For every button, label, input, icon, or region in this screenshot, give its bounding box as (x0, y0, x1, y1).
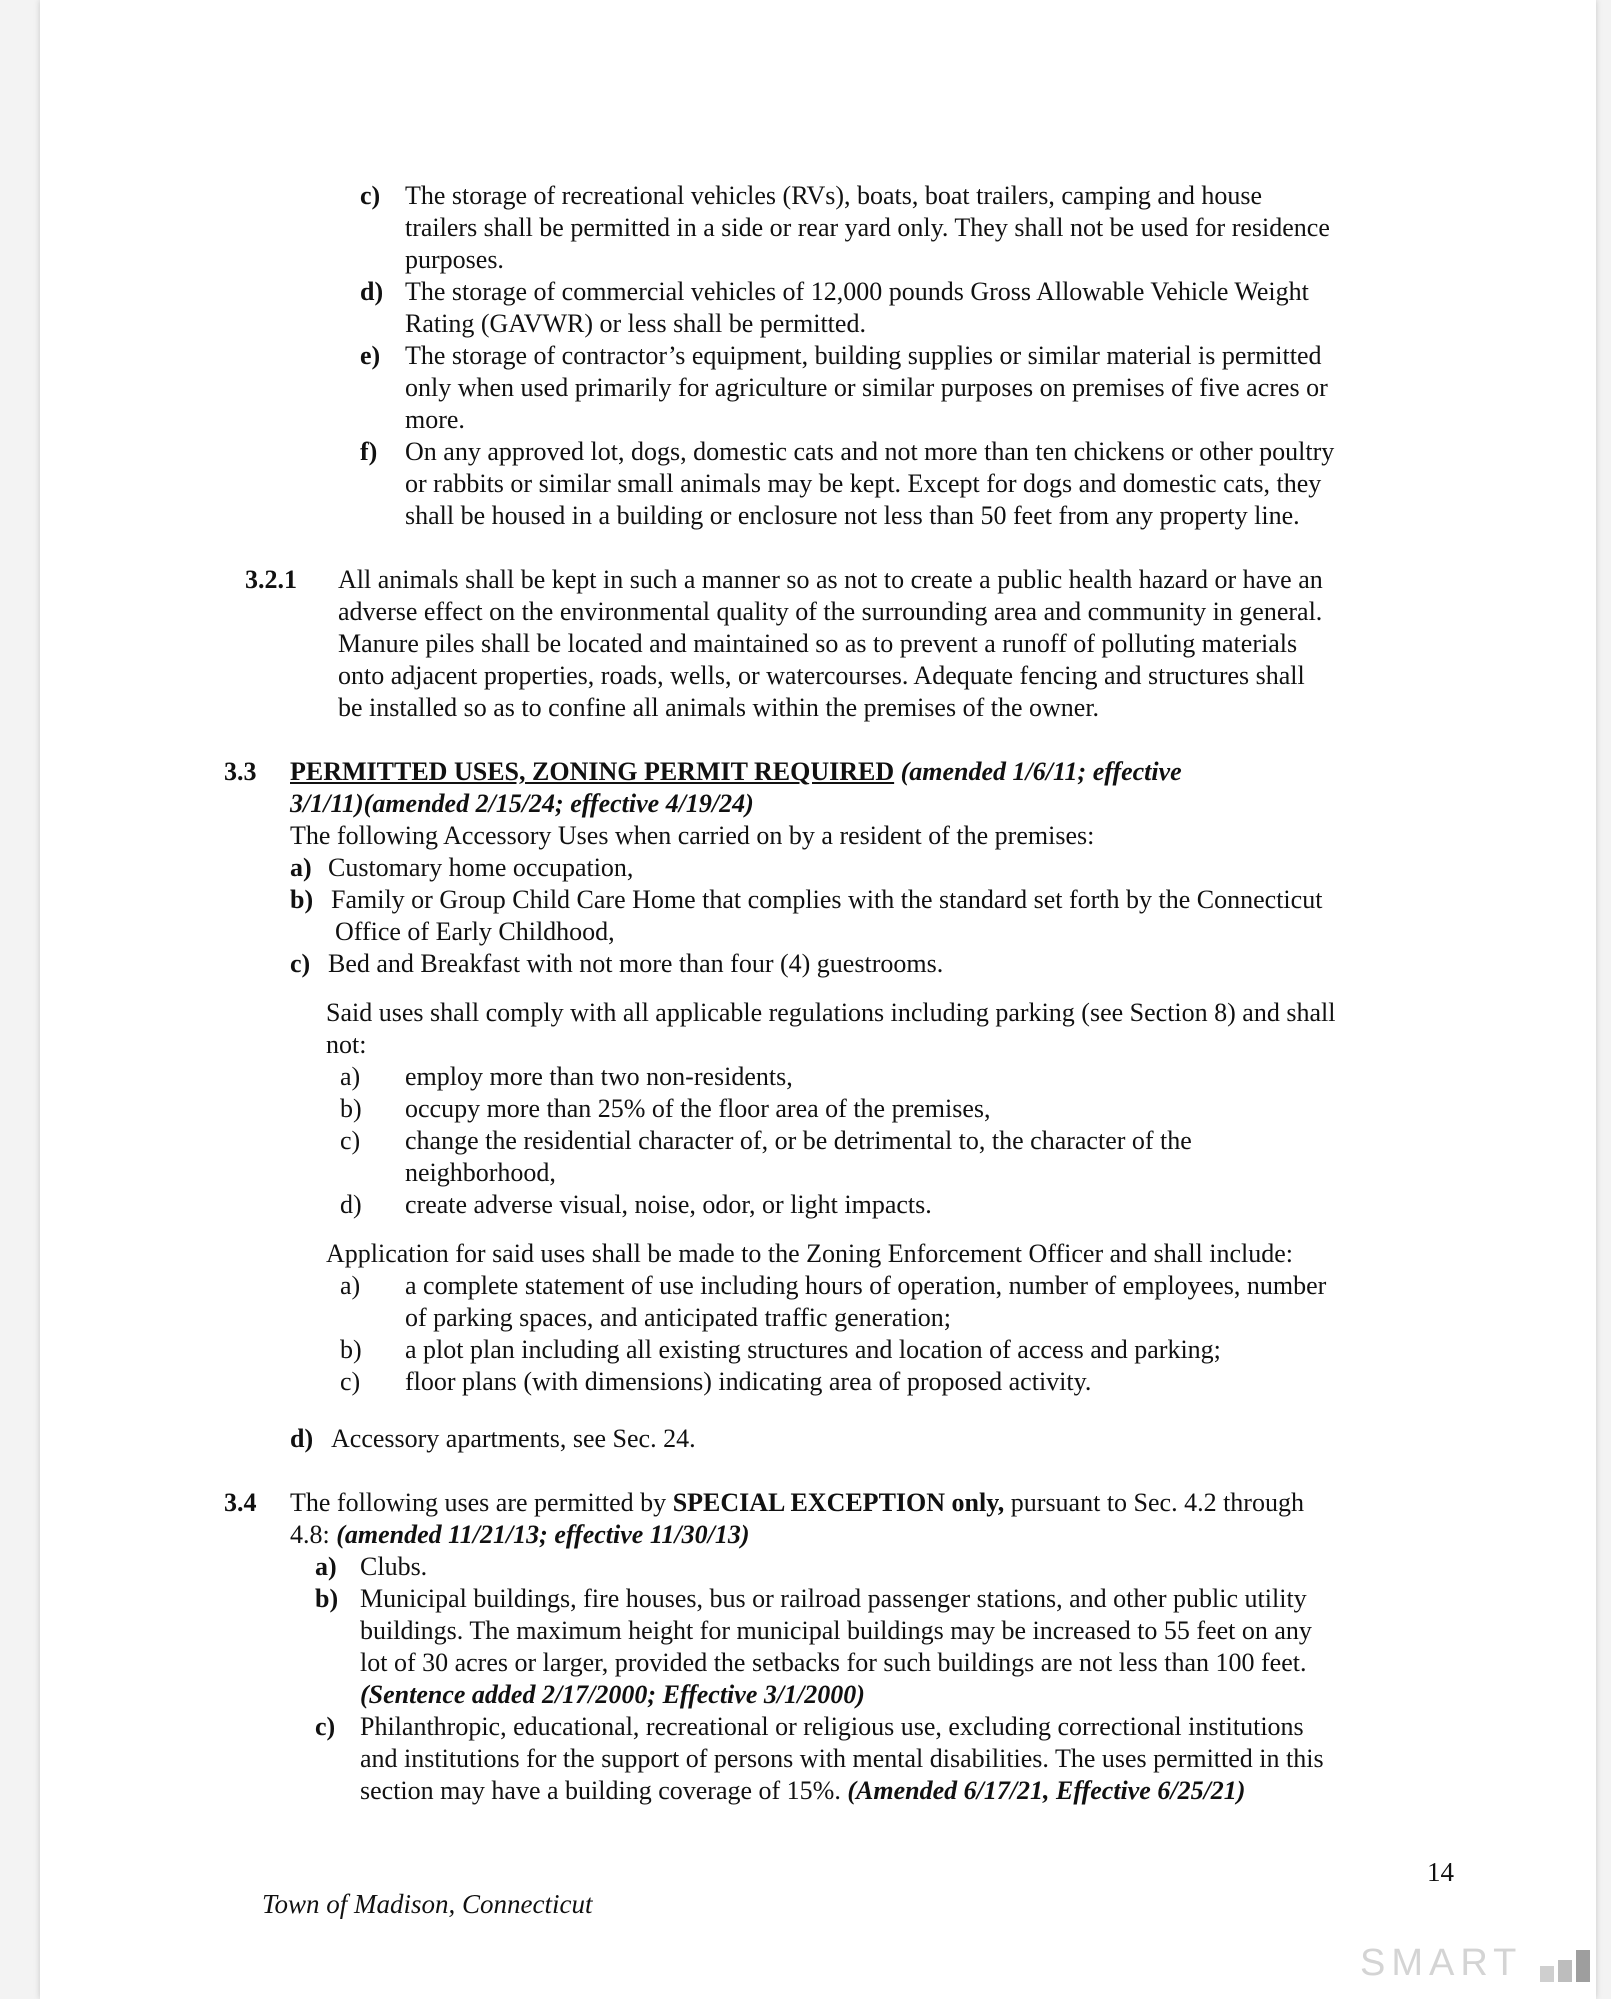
paragraph-line: Bed and Breakfast with not more than four (4) guestrooms. (328, 949, 944, 978)
paragraph-line: employ more than two non-residents, (405, 1062, 793, 1091)
paragraph-line: Family or Group Child Care Home that complies with the standard set forth by the Connecticut (331, 885, 1323, 914)
paragraph-line: purposes. (405, 245, 504, 274)
list-label: d) (360, 277, 384, 306)
list-label: a) (340, 1271, 361, 1300)
list-label: a) (290, 853, 312, 882)
paragraph-line: and institutions for the support of persons with mental disabilities. The uses permitted in this (360, 1744, 1324, 1773)
document-page (40, 0, 1596, 1999)
paragraph-line: of parking spaces, and anticipated traffic generation; (405, 1303, 952, 1332)
list-label: f) (360, 437, 378, 466)
section-heading (290, 756, 1182, 788)
list-label: d) (340, 1190, 362, 1219)
text-run: 4.8: (290, 1520, 337, 1549)
text-run: The following uses are permitted by (290, 1488, 673, 1517)
paragraph-line: Philanthropic, educational, recreational or religious use, excluding correctional institutions (360, 1712, 1304, 1741)
list-label: a) (315, 1552, 337, 1581)
mls-logo-icon (1538, 1946, 1596, 1982)
amendment-note: (Sentence added 2/17/2000; Effective 3/1/2000) (360, 1680, 865, 1709)
paragraph-line: Accessory apartments, see Sec. 24. (331, 1424, 696, 1453)
section-number: 3.4 (224, 1488, 257, 1517)
paragraph-line: trailers shall be permitted in a side or rear yard only. They shall not be used for residence (405, 213, 1330, 242)
paragraph-line: Office of Early Childhood, (335, 917, 615, 946)
paragraph-line: be installed so as to confine all animals within the premises of the owner. (338, 693, 1100, 722)
paragraph-line: Clubs. (360, 1552, 428, 1581)
page-number: 14 (1427, 1857, 1454, 1887)
section-number: 3.2.1 (245, 565, 297, 594)
paragraph-line: All animals shall be kept in such a manner so as not to create a public health hazard or have an (338, 565, 1323, 594)
paragraph-line: onto adjacent properties, roads, wells, or watercourses. Adequate fencing and structures shall (338, 661, 1305, 690)
paragraph-line: buildings. The maximum height for municipal buildings may be increased to 55 feet on any (360, 1616, 1312, 1645)
paragraph-line: Application for said uses shall be made to the Zoning Enforcement Officer and shall include: (326, 1239, 1294, 1268)
paragraph-line: The storage of recreational vehicles (RVs), boats, boat trailers, camping and house (405, 181, 1263, 210)
paragraph-line (290, 1519, 750, 1551)
amendment-note: 3/1/11)(amended 2/15/24; effective 4/19/24) (290, 789, 754, 818)
paragraph-line: adverse effect on the environmental quality of the surrounding area and community in general. (338, 597, 1323, 626)
list-label: b) (315, 1584, 339, 1613)
list-label: c) (360, 181, 381, 210)
paragraph-line (290, 1487, 1304, 1519)
list-label: b) (340, 1335, 362, 1364)
paragraph-line: create adverse visual, noise, odor, or light impacts. (405, 1190, 932, 1219)
text-run: section may have a building coverage of 15%. (360, 1776, 848, 1805)
list-label: c) (315, 1712, 336, 1741)
paragraph-line: shall be housed in a building or enclosure not less than 50 feet from any property line. (405, 501, 1300, 530)
list-label: a) (340, 1062, 361, 1091)
list-label: d) (290, 1424, 314, 1453)
footer-town: Town of Madison, Connecticut (262, 1889, 593, 1919)
section-number: 3.3 (224, 757, 257, 786)
paragraph-line: a complete statement of use including hours of operation, number of employees, number (405, 1271, 1327, 1300)
paragraph-line: Manure piles shall be located and maintained so as to prevent a runoff of polluting materials (338, 629, 1298, 658)
paragraph-line (360, 1775, 1245, 1807)
paragraph-line: The following Accessory Uses when carried on by a resident of the premises: (290, 821, 1095, 850)
emphasis-text: SPECIAL EXCEPTION only, (672, 1488, 1005, 1517)
paragraph-line: a plot plan including all existing structures and location of access and parking; (405, 1335, 1221, 1364)
amendment-note: (amended 11/21/13; effective 11/30/13) (336, 1520, 750, 1549)
paragraph-line: occupy more than 25% of the floor area of the premises, (405, 1094, 991, 1123)
list-label: b) (340, 1094, 362, 1123)
paragraph-line: not: (326, 1030, 367, 1059)
text-run: pursuant to Sec. 4.2 through (1004, 1488, 1304, 1517)
paragraph-line: The storage of commercial vehicles of 12,000 pounds Gross Allowable Vehicle Weight (405, 277, 1309, 306)
paragraph-line: change the residential character of, or be detrimental to, the character of the (405, 1126, 1192, 1155)
paragraph-line: more. (405, 405, 465, 434)
list-label: b) (290, 885, 314, 914)
paragraph-line: floor plans (with dimensions) indicating area of proposed activity. (405, 1367, 1092, 1396)
list-label: e) (360, 341, 381, 370)
smart-mls-watermark: SMART (1360, 1942, 1523, 1984)
amendment-note: (amended 1/6/11; effective (894, 757, 1182, 786)
paragraph-line: Municipal buildings, fire houses, bus or railroad passenger stations, and other public utility (360, 1584, 1307, 1613)
list-label: c) (340, 1367, 361, 1396)
paragraph-line: or rabbits or similar small animals may be kept. Except for dogs and domestic cats, they (405, 469, 1322, 498)
paragraph-line: On any approved lot, dogs, domestic cats and not more than ten chickens or other poultry (405, 437, 1335, 466)
paragraph-line: The storage of contractor’s equipment, building supplies or similar material is permitted (405, 341, 1322, 370)
paragraph-line: only when used primarily for agriculture or similar purposes on premises of five acres or (405, 373, 1328, 402)
paragraph-line: lot of 30 acres or larger, provided the setbacks for such buildings are not less than 100 feet. (360, 1648, 1307, 1677)
paragraph-line: Said uses shall comply with all applicable regulations including parking (see Section 8) and shall (326, 998, 1336, 1027)
paragraph-line: Customary home occupation, (328, 853, 634, 882)
amendment-note: (Amended 6/17/21, Effective 6/25/21) (847, 1776, 1246, 1805)
list-label: c) (340, 1126, 361, 1155)
heading-text: PERMITTED USES, ZONING PERMIT REQUIRED (290, 757, 895, 786)
paragraph-line: neighborhood, (405, 1158, 556, 1187)
list-label: c) (290, 949, 311, 978)
paragraph-line: Rating (GAVWR) or less shall be permitted. (405, 309, 866, 338)
